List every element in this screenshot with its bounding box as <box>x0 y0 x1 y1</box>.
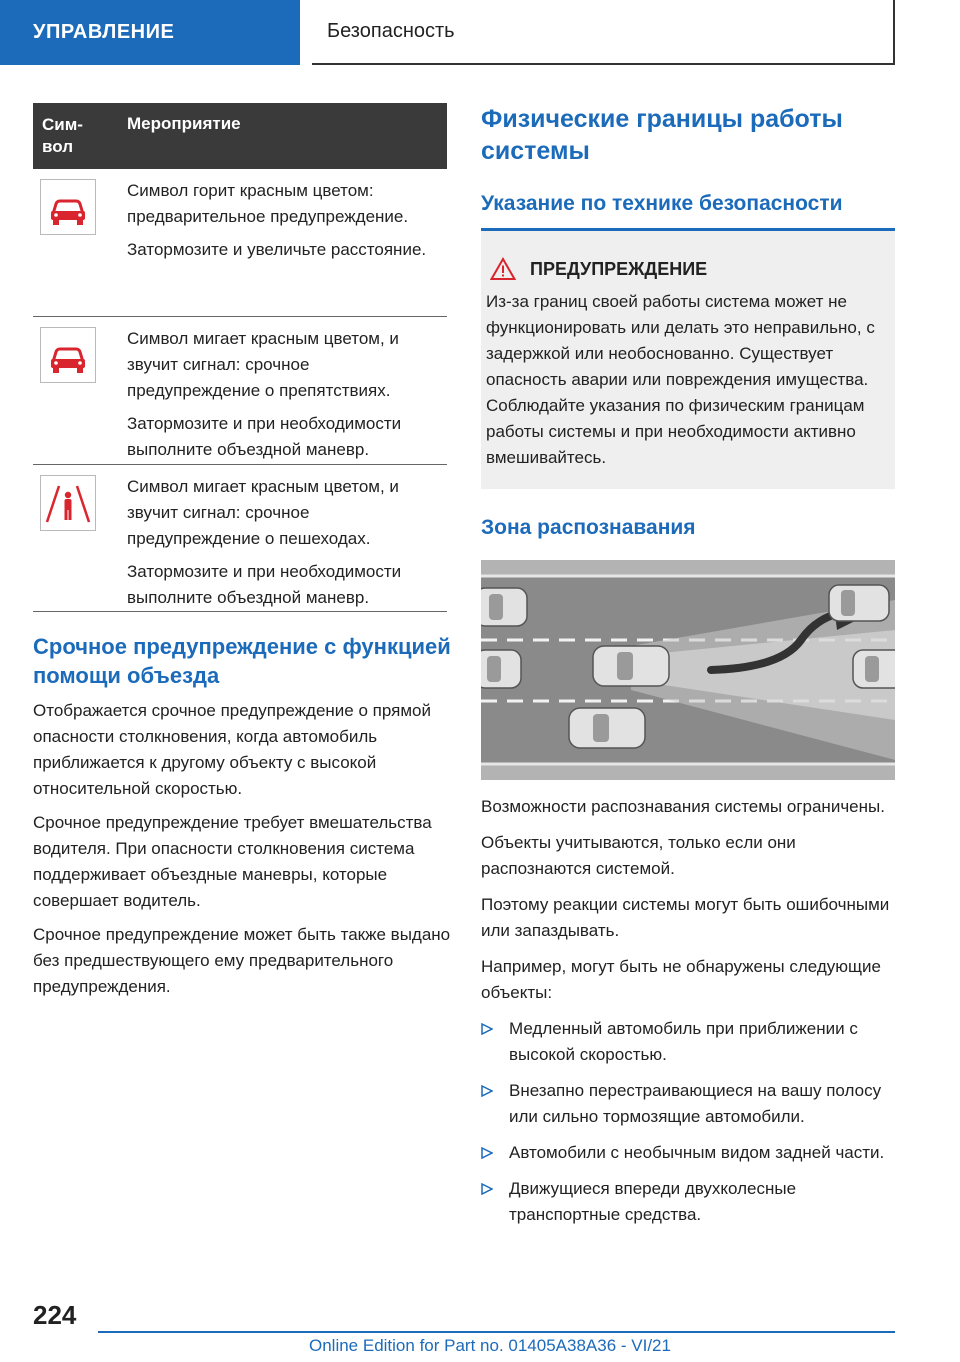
right-section <box>481 103 895 1238</box>
pedestrian-warning-icon <box>40 475 96 531</box>
table-row <box>33 465 447 612</box>
page-number: 224 <box>33 1300 77 1330</box>
paragraph: Срочное предупреждение требует вмешательства водителя. При опасности столкновения система поддерживает объездные маневры, которые совершает водитель. <box>33 813 432 910</box>
table-header <box>33 103 447 169</box>
header-section-tab: УПРАВЛЕНИЕ <box>0 0 300 65</box>
symbol-table <box>33 103 447 612</box>
list-item <box>481 1176 895 1228</box>
table-row <box>33 317 447 465</box>
car-front-warning-icon <box>40 179 96 235</box>
triangle-bullet-icon <box>481 1085 493 1097</box>
warning-box <box>481 231 895 489</box>
safety-subheading: Указание по технике безопасности <box>481 192 895 231</box>
bullet-list <box>481 1016 895 1228</box>
car-front-warning-icon <box>40 327 96 383</box>
left-section <box>33 632 451 1008</box>
paragraph: Например, могут быть не обнаружены следующие объекты: <box>481 957 881 1002</box>
row-line: Затормозите и при необходимости выполните объездной маневр. <box>127 562 402 607</box>
col-action-header: Мероприятие <box>127 114 241 133</box>
paragraph: Объекты учитываются, только если они распознаются системой. <box>481 833 796 878</box>
list-item-text: Автомобили с необычным видом задней части. <box>509 1143 885 1162</box>
row-line: Символ мигает красным цветом, и звучит сигнал: срочное предупреждение о пешеходах. <box>127 477 399 548</box>
triangle-bullet-icon <box>481 1183 493 1195</box>
row-line: Символ горит красным цветом: предварительное предупреждение. <box>127 181 409 226</box>
detection-zone-illustration <box>481 560 895 780</box>
list-item <box>481 1016 895 1068</box>
section-heading: Срочное предупреждение с функцией помощи объезда <box>33 634 451 688</box>
warning-text: Из-за границ своей работы система может не функционировать или делать это неправильно, с задержкой или необоснованно. Существует опасность аварии или повреждения имущества. Соблюдайте указания по физическим границам работы системы и при необходимости активно вмешивайтесь. <box>486 292 875 467</box>
triangle-bullet-icon <box>481 1023 493 1035</box>
row-line: Затормозите и увеличьте расстояние. <box>127 240 427 259</box>
warning-triangle-icon <box>490 257 516 281</box>
header-chapter-title: Безопасность <box>312 0 895 65</box>
list-item <box>481 1078 895 1130</box>
footer-divider <box>98 1331 895 1333</box>
zone-heading: Зона распознавания <box>481 516 696 539</box>
paragraph: Отображается срочное предупреждение о прямой опасности столкновения, когда автомобиль приближается к другому объекту с высокой относительной скоростью. <box>33 701 431 798</box>
col-symbol-header: Сим- вол <box>42 115 83 156</box>
warning-title: ПРЕДУПРЕЖДЕНИЕ <box>530 258 708 279</box>
page-title: Физические границы работы системы <box>481 105 843 165</box>
paragraph: Возможности распознавания системы ограничены. <box>481 797 885 816</box>
row-line: Символ мигает красным цветом, и звучит сигнал: срочное предупреждение о препятствиях. <box>127 329 399 400</box>
footer-edition[interactable]: Online Edition for Part no. 01405A38A36 - VI/21 <box>309 1336 671 1355</box>
triangle-bullet-icon <box>481 1147 493 1159</box>
list-item-text: Внезапно перестраивающиеся на вашу полосу или сильно тормозящие автомобили. <box>509 1081 882 1126</box>
table-row <box>33 169 447 317</box>
list-item-text: Движущиеся впереди двухколесные транспортные средства. <box>509 1179 797 1224</box>
list-item-text: Медленный автомобиль при приближении с высокой скоростью. <box>509 1019 858 1064</box>
list-item <box>481 1140 895 1166</box>
paragraph: Поэтому реакции системы могут быть ошибочными или запаздывать. <box>481 895 890 940</box>
row-line: Затормозите и при необходимости выполните объездной маневр. <box>127 414 402 459</box>
paragraph: Срочное предупреждение может быть также выдано без предшествующего ему предварительного предупреждения. <box>33 925 451 996</box>
